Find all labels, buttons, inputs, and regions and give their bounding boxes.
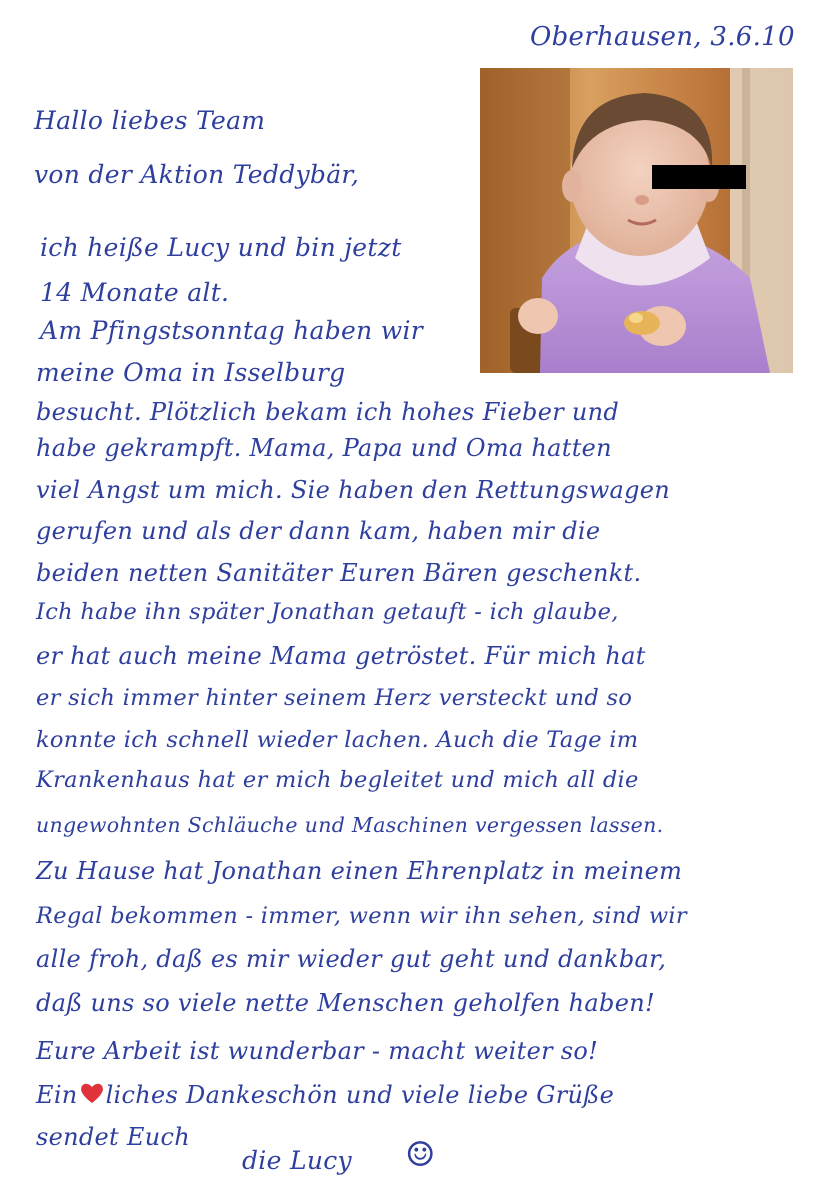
body-line: besucht. Plötzlich bekam ich hohes Fieber und <box>36 398 620 426</box>
body-line: alle froh, daß es mir wieder gut geht und dankbar, <box>36 945 667 973</box>
closing-line <box>36 1080 614 1110</box>
body-line: Zu Hause hat Jonathan einen Ehrenplatz in meinem <box>36 857 683 885</box>
heart-icon <box>79 1081 105 1105</box>
body-line: gerufen und als der dann kam, haben mir die <box>36 517 601 545</box>
body-line: meine Oma in Isselburg <box>36 358 346 387</box>
baby-photo-illustration <box>480 68 793 373</box>
body-line: konnte ich schnell wieder lachen. Auch die Tage im <box>36 727 639 753</box>
greeting-line-1: Hallo liebes Team <box>34 106 266 135</box>
greeting-line-2: von der Aktion Teddybär, <box>34 160 360 189</box>
body-line: ungewohnten Schläuche und Maschinen vergessen lassen. <box>36 813 664 837</box>
smiley-icon: ☺ <box>405 1135 436 1175</box>
closing-suffix: liches Dankeschön und viele liebe Grüße <box>105 1081 615 1109</box>
baby-photo <box>480 68 793 373</box>
body-line: Regal bekommen - immer, wenn wir ihn sehen, sind wir <box>36 903 687 929</box>
body-line: daß uns so viele nette Menschen geholfen haben! <box>36 989 655 1017</box>
body-line: habe gekrampft. Mama, Papa und Oma hatten <box>36 434 612 462</box>
body-line: viel Angst um mich. Sie haben den Rettungswagen <box>36 476 671 504</box>
body-line: Am Pfingstsonntag haben wir <box>40 316 424 345</box>
closing-prefix: Ein <box>36 1081 78 1109</box>
signature: die Lucy <box>242 1146 352 1175</box>
body-line: Eure Arbeit ist wunderbar - macht weiter so! <box>36 1037 599 1065</box>
censor-bar <box>652 165 746 189</box>
body-line: Ich habe ihn später Jonathan getauft - ich glaube, <box>36 599 619 625</box>
place-date: Oberhausen, 3.6.10 <box>530 22 795 52</box>
body-line: 14 Monate alt. <box>40 278 230 307</box>
sender-line: sendet Euch <box>36 1123 190 1151</box>
body-line: Krankenhaus hat er mich begleitet und mich all die <box>36 767 639 793</box>
body-line: er sich immer hinter seinem Herz versteckt und so <box>36 685 633 711</box>
body-line: er hat auch meine Mama getröstet. Für mich hat <box>36 642 646 670</box>
body-line: ich heiße Lucy und bin jetzt <box>40 233 402 262</box>
body-line: beiden netten Sanitäter Euren Bären geschenkt. <box>36 559 642 587</box>
